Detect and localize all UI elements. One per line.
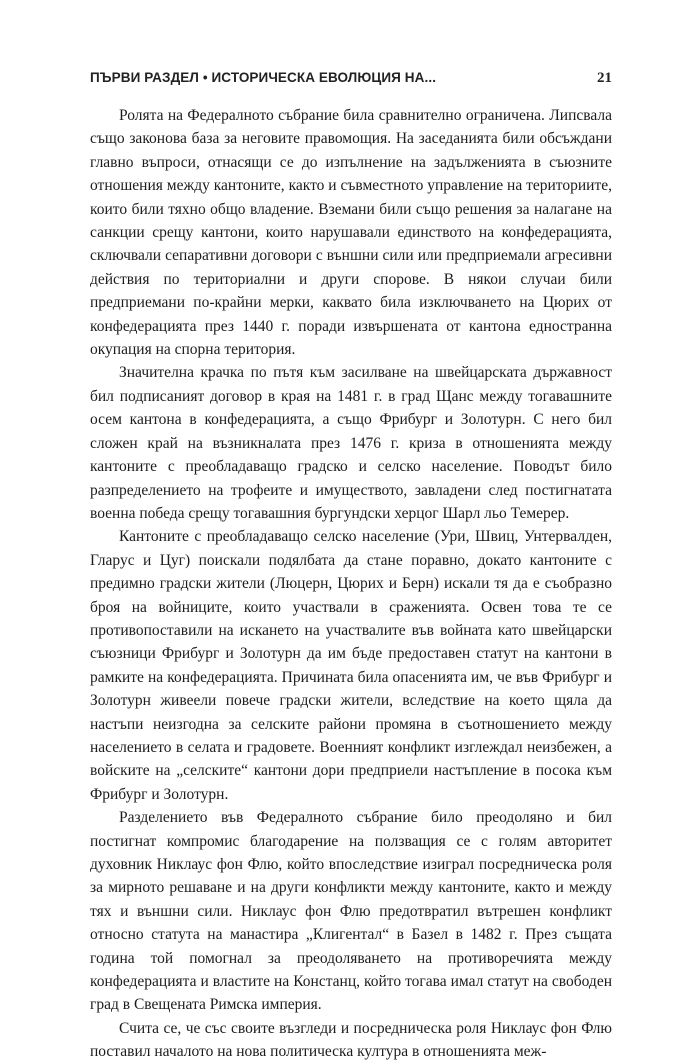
paragraph-1: Ролята на Федералното събрание била сравнително ограничена. Липсвала също законова база за неговите правомощия. На заседанията били обсъждани главно въпроси, отнасящи се до изпълнение на задълженията в съюзните отношения между кантоните, както и съвместното управление на териториите, които били тяхно общо владение. Вземани били също решения за налагане на санкции срещу кантони, които нарушавали единството на конфедерацията, сключвали сепаративни договори с външни сили или предприемали агресивни действия по териториални и други спорове. В някои случаи били предприемани по-крайни мерки, каквато била изключването на Цюрих от конфедерацията през 1440 г. поради извършената от кантона едностранна окупация на спорна територия. [90,107,612,359]
paragraph-4: Разделението във Федералното събрание било преодоляно и бил постигнат компромис благодарение на ползващия се с голям авторитет духовник Никлаус фон Флю, който впоследствие изиграл посредническа роля за мирното решаване и на други конфликти между кантоните, както и между тях и външни сили. Никлаус фон Флю предотвратил вътрешен конфликт относно статута на манастира „Клигентал“ в Базел в 1482 г. През същата година той помогнал за преодоляването на противоречията между конфедерацията и властите на Констанц, който тогава имал статут на свободен град в Свещената Римска империя. [90,809,612,1014]
paragraph-5: Счита се, че със своите възгледи и посредническа роля Никлаус фон Флю поставил началото на нова политическа култура в отношенията меж- [90,1019,612,1061]
body-text [90,104,612,1064]
page-number: 21 [597,70,612,86]
page-header [90,70,612,92]
paragraph-2: Значителна крачка по пътя към засилване на швейцарската държавност бил подписаният договор в края на 1481 г. в град Щанс между тогавашните осем кантона в конфедерацията, а също Фрибург и Золотурн. С него бил сложен край на възникналата през 1476 г. криза в отношенията между кантоните с преобладаващо градско и селско население. Поводът било разпределението на трофеите и имуществото, завладени след постигнатата военна победа срещу тогавашния бургундски херцог Шарл льо Темерер. [90,364,612,522]
running-head: ПЪРВИ РАЗДЕЛ • ИСТОРИЧЕСКА ЕВОЛЮЦИЯ НА... [90,70,437,85]
paragraph-3: Кантоните с преобладаващо селско население (Ури, Швиц, Унтервалден, Гларус и Цуг) поискали подялбата да стане поравно, докато кантоните с предимно градски жители (Люцерн, Цюрих и Берн) искали тя да е съобразно броя на войниците, които участвали в сраженията. Освен това те се противопоставили на искането на участвалите във войната като швейцарски съюзници Фрибург и Золотурн да им бъде предоставен статут на кантони в рамките на конфедерацията. Причината била опасенията им, че във Фрибург и Золотурн живеели повече градски жители, вследствие на което щяла да настъпи неизгодна за селските райони промяна в съотношението между населението в селата и градовете. Военният конфликт изглеждал неизбежен, а войските на „селските“ кантони дори предприели настъпление в посока към Фрибург и Золотурн. [90,528,612,803]
